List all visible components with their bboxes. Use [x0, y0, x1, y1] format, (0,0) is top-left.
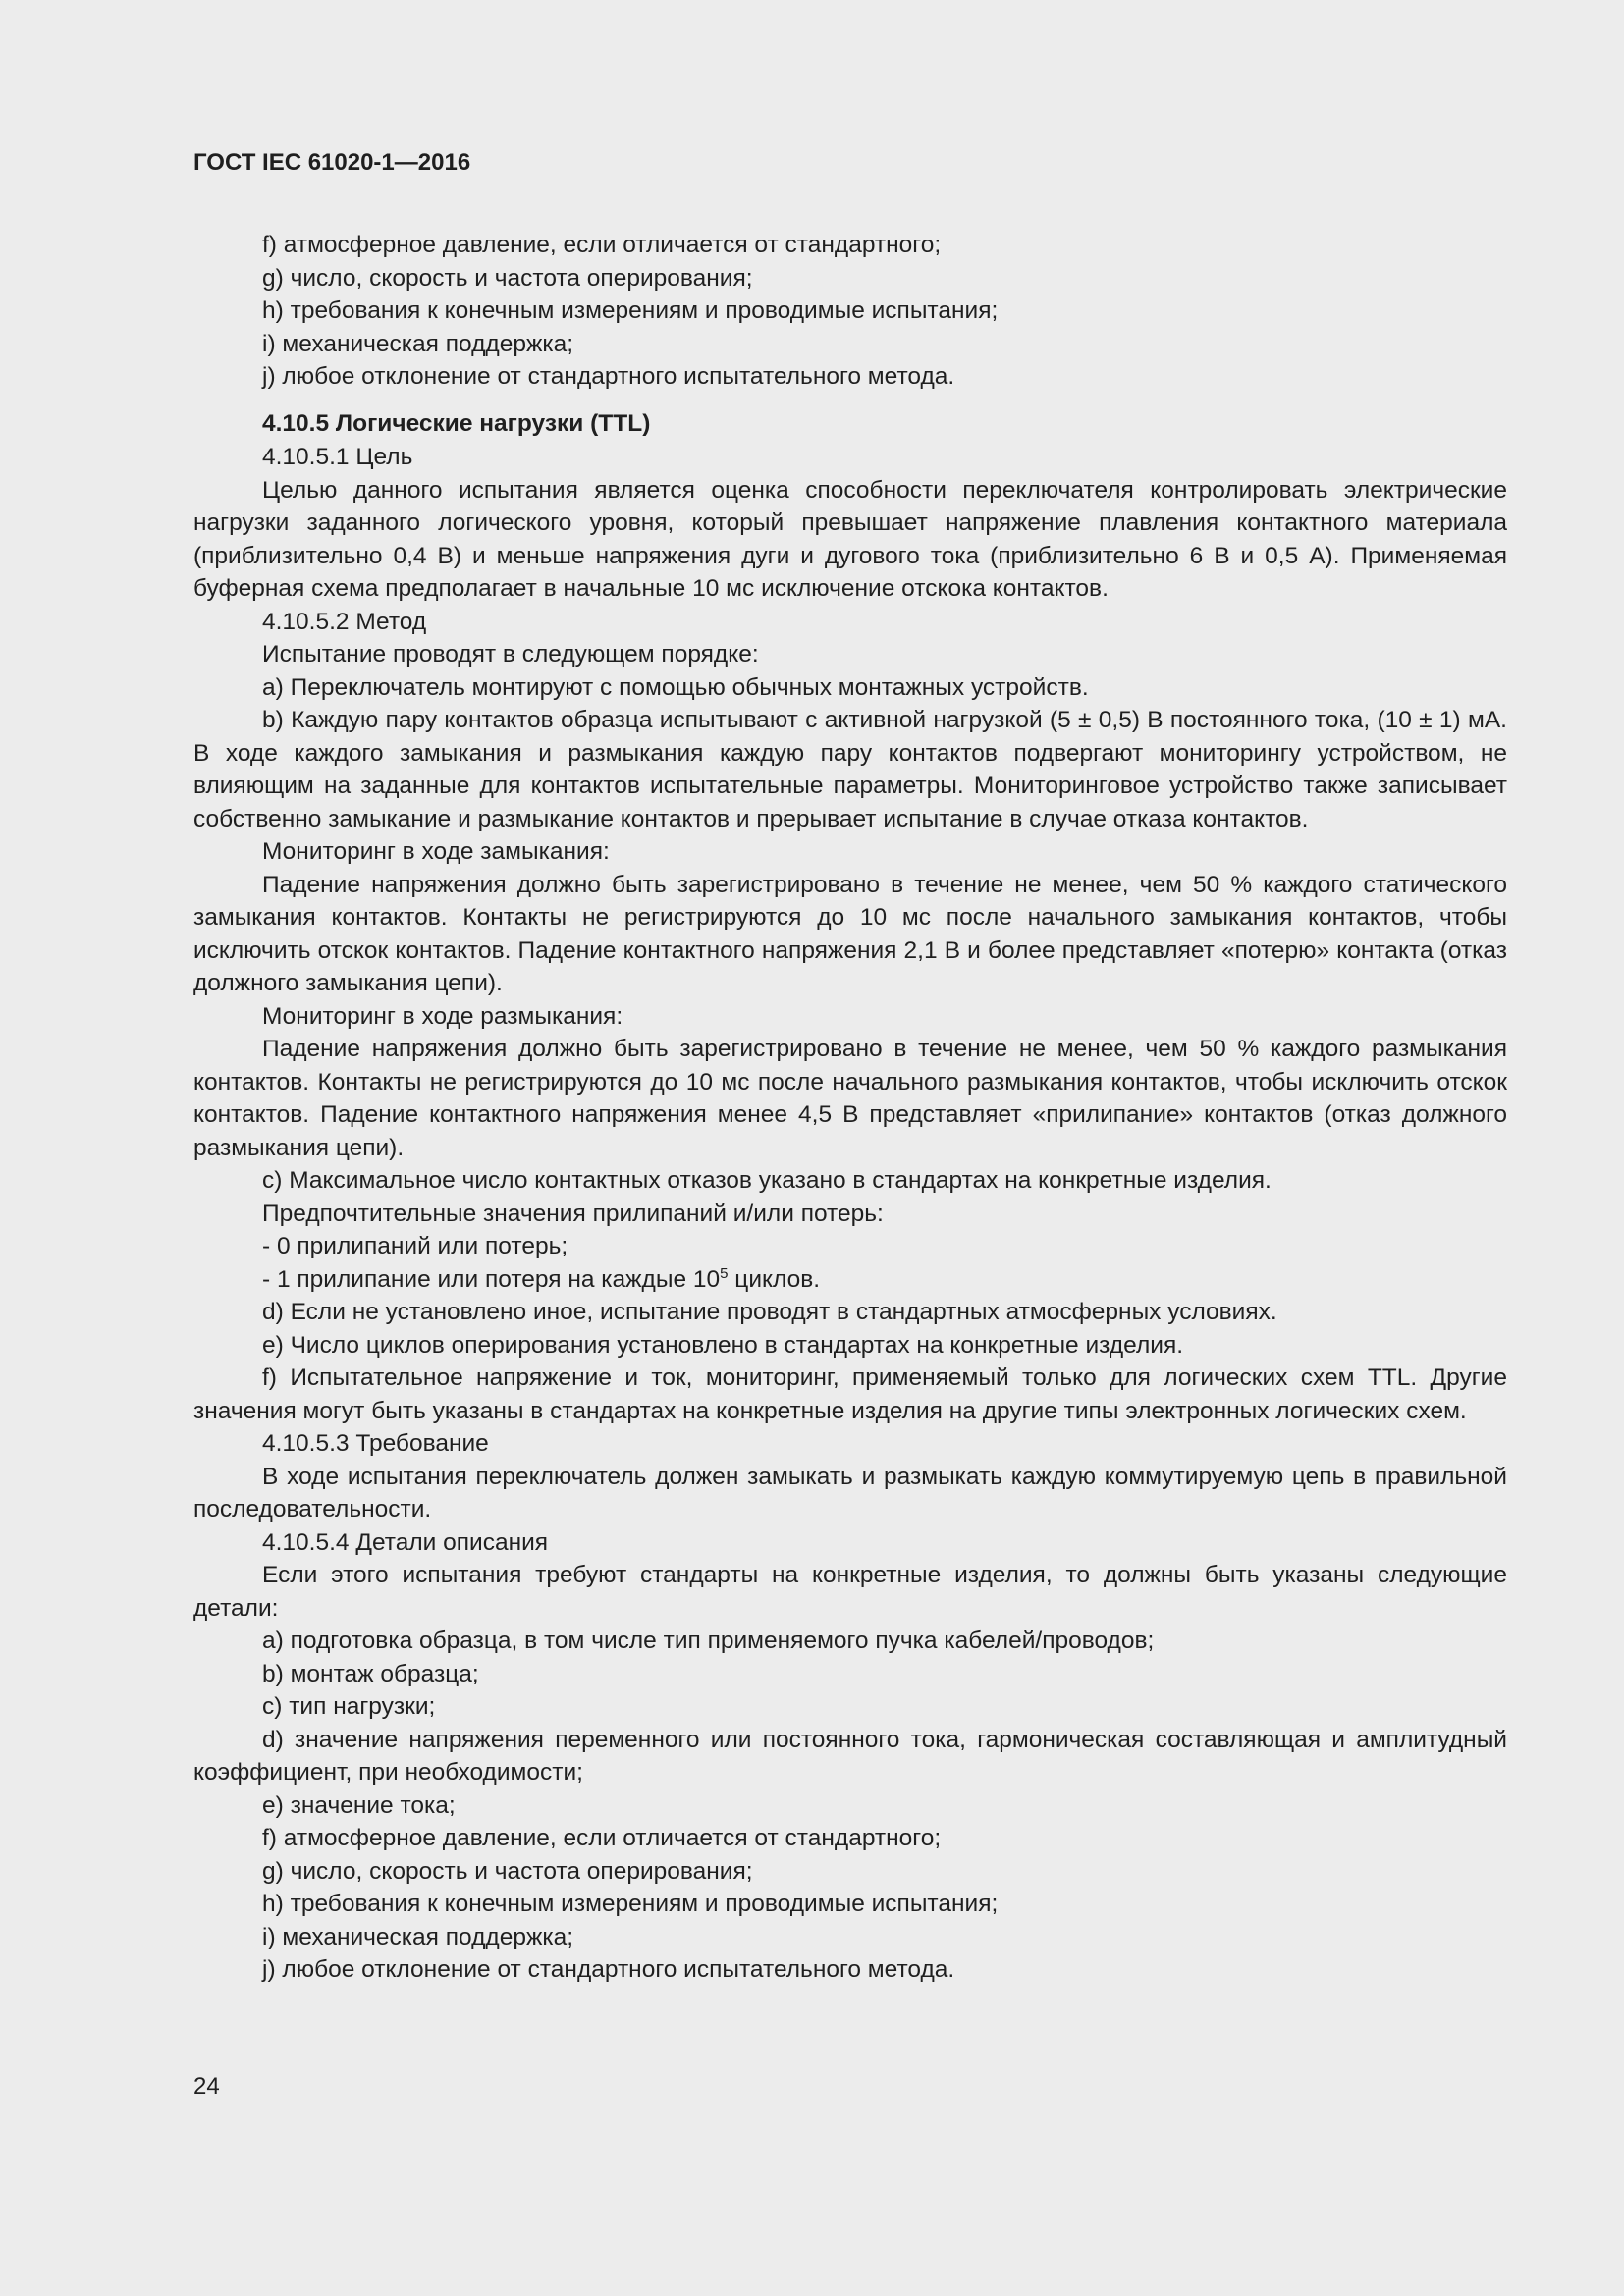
list-item-i: i) механическая поддержка;: [262, 330, 574, 357]
paragraph-purpose: Целью данного испытания является оценка способности переключателя контролировать электрические нагрузки заданного логического уровня, который превышает напряжение плавления контактного материала (приблизительно 0,4 В) и меньше напряжения дуги и дугового тока (приблизительно 6 В и 0,5 А). Применяемая буферная схема предполагает в начальные 10 мс исключение отскока контактов.: [193, 476, 1507, 602]
method-step-e: e) Число циклов оперирования установлено в стандартах на конкретные изделия.: [262, 1331, 1184, 1359]
list-item-f: f) атмосферное давление, если отличается от стандартного;: [262, 232, 942, 258]
detail-item-e: e) значение тока;: [262, 1791, 456, 1819]
document-page: [193, 145, 1507, 1987]
monitoring-closing-text: Падение напряжения должно быть зарегистрировано в течение не менее, чем 50 % каждого статического замыкания контактов. Контакты не регистрируются до 10 мс после начального замыкания контактов, чтобы исключить отскок контактов. Падение контактного напряжения 2,1 В и более представляет «потерю» контакта (отказ должного замыкания цепи).: [193, 871, 1507, 996]
detail-item-c: c) тип нагрузки;: [262, 1693, 436, 1720]
detail-item-g: g) число, скорость и частота оперирования;: [262, 1857, 753, 1885]
document-body: [193, 229, 1507, 1987]
detail-item-a: a) подготовка образца, в том числе тип применяемого пучка кабелей/проводов;: [262, 1628, 1155, 1654]
method-step-b: b) Каждую пару контактов образца испытывают с активной нагрузкой (5 ± 0,5) В постоянного тока, (10 ± 1) мА. В ходе каждого замыкания и размыкания каждую пару контактов подвергают мониторингу устройством, не влияющим на заданные для контактов испытательные параметры. Мониторинговое устройство также записывает собственно замыкание и размыкание контактов и прерывает испытание в случае отказа контактов.: [193, 707, 1507, 832]
detail-item-j: j) любое отклонение от стандартного испытательного метода.: [262, 1956, 955, 1983]
list-item-g: g) число, скорость и частота оперирования;: [262, 264, 753, 292]
preferred-values-label: Предпочтительные значения прилипаний и/или потерь:: [262, 1200, 884, 1227]
section-heading: 4.10.5 Логические нагрузки (TTL): [262, 409, 651, 437]
list-item-h: h) требования к конечным измерениям и проводимые испытания;: [262, 297, 999, 324]
subsection-heading-details: 4.10.5.4 Детали описания: [262, 1528, 549, 1556]
document-header: ГОСТ IEC 61020-1—2016: [193, 149, 471, 176]
method-step-c: c) Максимальное число контактных отказов указано в стандартах на конкретные изделия.: [262, 1167, 1272, 1194]
detail-item-f: f) атмосферное давление, если отличается от стандартного;: [262, 1825, 942, 1851]
subsection-heading-method: 4.10.5.2 Метод: [262, 608, 427, 635]
paragraph-requirement: В ходе испытания переключатель должен замыкать и размыкать каждую коммутируемую цепь в правильной последовательности.: [193, 1463, 1507, 1522]
subsection-heading-requirement: 4.10.5.3 Требование: [262, 1430, 489, 1457]
subsection-heading-purpose: 4.10.5.1 Цель: [262, 444, 413, 470]
method-step-f: f) Испытательное напряжение и ток, мониторинг, применяемый только для логических схем TTL. Другие значения могут быть указаны в стандартах на конкретные изделия на другие типы электронных логических схем.: [193, 1364, 1507, 1424]
exponent: 5: [720, 1264, 729, 1282]
paragraph-details-intro: Если этого испытания требуют стандарты на конкретные изделия, то должны быть указаны следующие детали:: [193, 1562, 1507, 1622]
preferred-value-2: [193, 1263, 1507, 1297]
preferred-value-2-tail: циклов.: [728, 1265, 821, 1293]
detail-item-d: d) значение напряжения переменного или постоянного тока, гармоническая составляющая и амплитудный коэффициент, при необходимости;: [193, 1726, 1507, 1786]
page-number: 24: [193, 2073, 220, 2100]
monitoring-closing-label: Мониторинг в ходе замыкания:: [262, 838, 610, 865]
monitoring-opening-text: Падение напряжения должно быть зарегистрировано в течение не менее, чем 50 % каждого размыкания контактов. Контакты не регистрируются до 10 мс после начального размыкания контактов, чтобы исключить отскок контактов. Падение контактного напряжения менее 4,5 В представляет «прилипание» контактов (отказ должного размыкания цепи).: [193, 1036, 1507, 1161]
detail-item-i: i) механическая поддержка;: [262, 1923, 574, 1950]
detail-item-b: b) монтаж образца;: [262, 1660, 479, 1687]
detail-item-h: h) требования к конечным измерениям и проводимые испытания;: [262, 1891, 999, 1917]
monitoring-opening-label: Мониторинг в ходе размыкания:: [262, 1002, 623, 1030]
method-step-d: d) Если не установлено иное, испытание проводят в стандартных атмосферных условиях.: [262, 1299, 1277, 1325]
preferred-value-1: - 0 прилипаний или потерь;: [262, 1233, 568, 1259]
paragraph-method-intro: Испытание проводят в следующем порядке:: [262, 641, 759, 667]
preferred-value-2-text: - 1 прилипание или потеря на каждые 10: [262, 1265, 721, 1293]
list-item-j: j) любое отклонение от стандартного испытательного метода.: [262, 363, 955, 390]
method-step-a: a) Переключатель монтируют с помощью обычных монтажных устройств.: [262, 673, 1089, 701]
